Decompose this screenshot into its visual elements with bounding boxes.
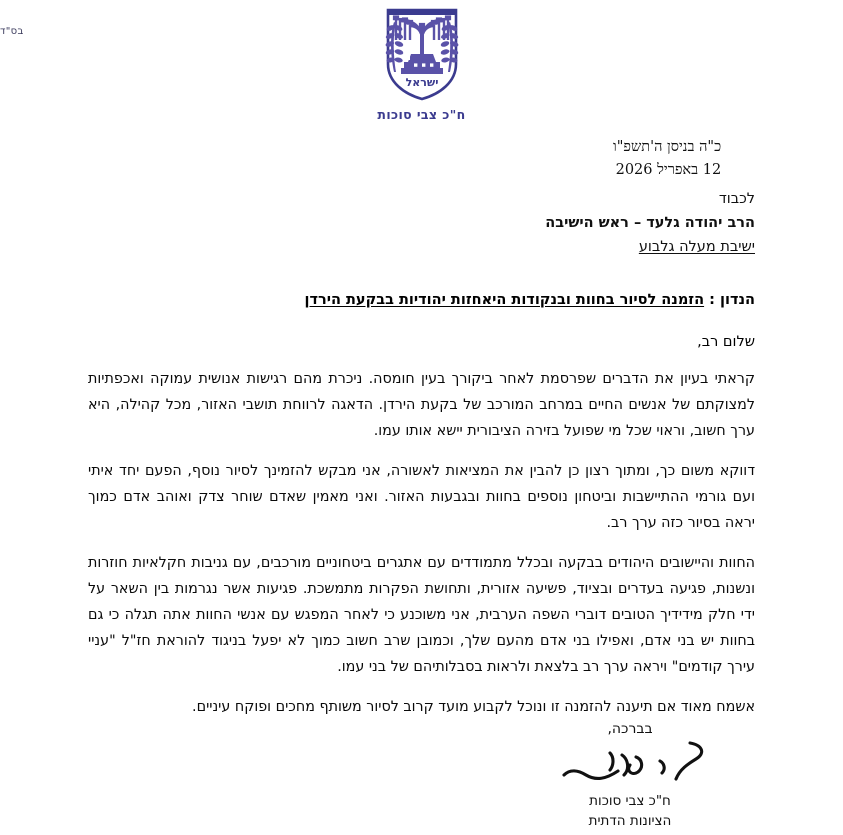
date-gregorian: 12 באפריל 2026	[615, 162, 722, 179]
body-paragraph: דווקא משום כך, ומתוך רצון כן להבין את המציאות לאשורה, אני מבקש להזמינך לסיור נוסף, הפעם יחד איתי ועם גורמי ההתיישבות וביטחון נוספים בחוות ובגבעות האזור. ואני מאמין שאדם שוחר צדק ואוהב אדם כמוך יראה בסיור כזה ערך רב.	[88, 463, 755, 532]
israel-state-emblem-icon	[378, 6, 466, 102]
date-block	[0, 136, 843, 183]
signature-party: הציונות הדתית	[588, 812, 672, 829]
addressee-institution-wrapper	[545, 236, 755, 260]
subject-line	[88, 292, 755, 308]
body-paragraph: אשמח מאוד אם תיענה להזמנה זו ונוכל לקבוע מועד קרוב לסיור משותף מחכים ופוקח עיניים.	[192, 699, 755, 716]
signature-name: ח"כ צבי סוכות	[589, 792, 671, 809]
handwritten-signature-icon	[535, 739, 725, 791]
addressee-honorific: לכבוד	[718, 191, 755, 207]
subject-value: הזמנה לסיור בחוות ובנקודות היאחזות יהודיות בבקעת הירדן	[304, 292, 705, 308]
date-hebrew: כ"ה בניסן ה'תשפ"ו	[613, 139, 722, 155]
letter-body	[88, 366, 755, 720]
blessing-mark: בס"ד	[0, 26, 24, 37]
letterhead-name: ח"כ צבי סוכות	[377, 107, 466, 122]
greeting-text: שלום רב,	[697, 334, 755, 350]
subject-label: הנדון :	[709, 292, 755, 308]
addressee-institution: ישיבת מעלה גלבוע	[638, 238, 755, 255]
body-paragraph: קראתי בעיון את הדברים שפרסמת לאחר ביקורך בעין חומסה. ניכרת מהם רגישות אנושית עמוקה ואכפתיות למצוקתם של אנשים החיים במרחב המורכב של בקעת הירדן. הדאגה לרווחת תושבי האזור, מכל קהילה, היא ערך חשוב, וראוי שכל מי שפועל בזירה הציבורית יישא אותו עמו.	[88, 371, 755, 440]
addressee-name: הרב יהודה גלעד – ראש הישיבה	[545, 214, 755, 231]
letterhead	[0, 6, 843, 122]
body-paragraph: החוות והיישובים היהודים בבקעה ובכלל מתמודדים עם אתגרים ביטחוניים מורכבים, עם גניבות חקלאיות חוזרות ונשנות, פגיעה בעדרים ובציוד, פשיעה אזורית, ותחושת הפקרות מתמשכת. פגיעות אשר נגרמות בין השאר על ידי חלק מידידיך הטובים דוברי השפה הערבית, אני משוכנע כי לאחר המפגש עם אנשי החוות אתה תגלה כי גם בחוות יש בני אדם, ואפילו בני אדם מהעם שלך, וכמובן שרב חשוב כמוך לא יפעל בניגוד להוראת חז"ל "עניי עירך קודמים" ויראה ערך רב בלצאת ולראות בסבלותיהם של בני עמו.	[88, 555, 755, 676]
addressee-block	[88, 188, 755, 260]
greeting-line	[88, 334, 755, 350]
svg-text:ישראל: ישראל	[405, 76, 438, 89]
signature-block	[0, 721, 843, 832]
signature-regards: בברכה,	[607, 720, 653, 737]
